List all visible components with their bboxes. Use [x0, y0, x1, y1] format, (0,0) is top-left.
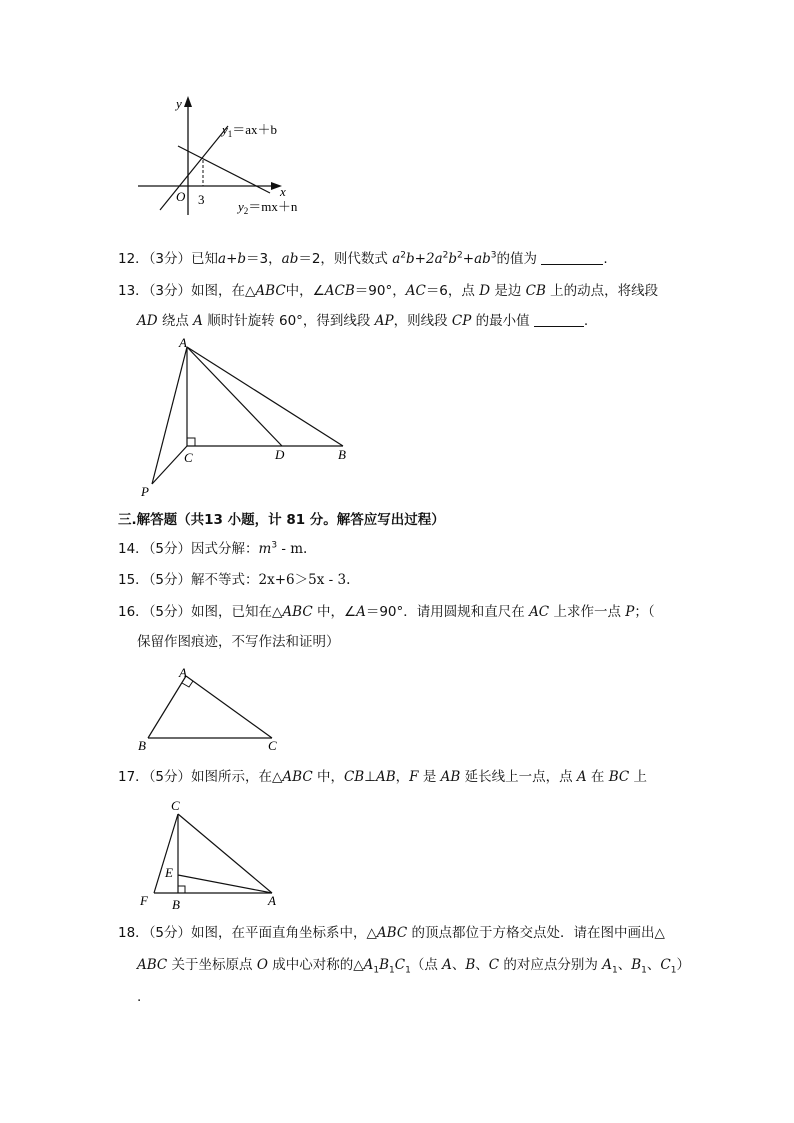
- tick-3-label: 3: [198, 192, 205, 207]
- question-18-line2: ABC 关于坐标原点 O 成中心对称的$\triangle A_1B_1C_1$（点 A、B、C 的对应点分别为 $A_1$、$B_1$、$C_1$）: [137, 957, 690, 976]
- fig17-label-E: E: [165, 865, 173, 880]
- fig13-label-P: P: [141, 484, 149, 499]
- fig13-label-C: C: [184, 450, 193, 465]
- question-16: 16．（5分）如图，已知在△ABC 中，∠A＝90°．请用圆规和直尺在 AC 上求作一点 P；（: [118, 604, 655, 620]
- svg-text:y2＝mx＋n: [236, 199, 298, 216]
- question-15: 15．（5分）解不等式：2x+6＞5x - 3.: [118, 572, 351, 588]
- fig16-label-C: C: [268, 738, 277, 753]
- question-18: 18．（5分）如图，在平面直角坐标系中，△ABC 的顶点都位于方格交点处．请在图中画出△: [118, 925, 665, 941]
- question-14: 14．（5分）因式分解：$m^3$ - m.: [118, 540, 308, 557]
- y-axis-arrow: [184, 96, 192, 107]
- fig16-label-A: A: [179, 665, 187, 680]
- linear-functions-figure: [130, 90, 330, 220]
- line1-subscript: 1: [227, 129, 233, 139]
- line1-label: y: [222, 122, 228, 137]
- line2-subscript: 2: [243, 206, 249, 216]
- question-18-line3: .: [137, 989, 142, 1005]
- triangle-rotation-figure: [130, 335, 370, 505]
- question-12: 12．（3分）已知a+b＝3，ab＝2，则代数式 $a^2b+2a^2b^2+ab^3$的值为 .: [118, 250, 608, 267]
- answer-blank-12[interactable]: [541, 250, 603, 265]
- fig17-label-B: B: [172, 897, 180, 912]
- fig13-label-B: B: [338, 447, 346, 462]
- right-triangle-figure: [130, 662, 290, 757]
- question-16-line2: 保留作图痕迹，不写作法和证明）: [137, 634, 340, 650]
- answer-blank-13[interactable]: [534, 312, 584, 327]
- fig17-label-C: C: [171, 798, 180, 813]
- question-13: 13．（3分）如图，在△ABC中，∠ACB＝90°，AC＝6，点 D 是边 CB 上的动点，将线段: [118, 283, 659, 299]
- fig13-label-A: A: [179, 335, 187, 350]
- triangle-cbe-figure: [130, 795, 290, 915]
- section-3-header: 三.解答题（共13 小题，计 81 分。解答应写出过程）: [118, 512, 445, 528]
- fig17-label-A: A: [268, 893, 276, 908]
- x-axis-label: x: [280, 184, 286, 199]
- y-axis-label: y: [176, 96, 182, 111]
- svg-text:y1＝ax＋b: [220, 122, 277, 139]
- question-17: 17．（5分）如图所示，在△ABC 中，CB⊥AB，F 是 AB 延长线上一点，点 A 在 BC 上: [118, 769, 648, 785]
- fig17-label-F: F: [140, 893, 148, 908]
- line2-equation: ＝mx＋n: [248, 199, 298, 214]
- line-y1: [160, 126, 228, 210]
- line1-equation: ＝ax＋b: [232, 122, 278, 137]
- fig13-label-D: D: [275, 447, 285, 462]
- origin-label: O: [176, 189, 186, 204]
- fig16-label-B: B: [138, 738, 146, 753]
- line2-label: y: [238, 199, 244, 214]
- question-13-line2: AD 绕点 A 顺时针旋转 60°，得到线段 AP，则线段 CP 的最小值 .: [137, 313, 589, 329]
